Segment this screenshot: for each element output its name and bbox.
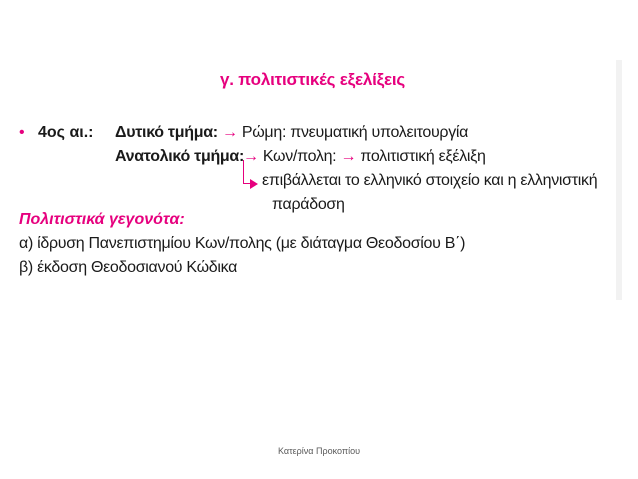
section-heading: γ. πολιτιστικές εξελίξεις [220, 70, 406, 89]
bullet-icon: • [19, 124, 25, 141]
right-arrow-icon: → [222, 124, 238, 141]
scan-edge [616, 60, 622, 300]
east-label: Ανατολικό τμήμα: [115, 148, 244, 165]
elbow-arrowhead-icon [250, 179, 258, 189]
event-item-a: α) ίδρυση Πανεπιστημίου Κων/πολης (με διάταγμα Θεοδοσίου Β΄) [19, 235, 466, 252]
right-arrow-icon: → [243, 148, 259, 165]
footer-author: Κατερίνα Προκοπίου [277, 446, 360, 456]
west-label: Δυτικό τμήμα: [115, 124, 218, 141]
east-line-2: επιβάλλεται το ελληνικό στοιχείο και η ελληνιστική [262, 172, 598, 189]
east-line-3: παράδοση [272, 196, 345, 213]
events-title: Πολιτιστικά γεγονότα: [19, 211, 185, 228]
east-line1-text: πολιτιστική εξέλιξη [360, 148, 486, 165]
west-text: Ρώμη: πνευματική υπολειτουργία [241, 124, 469, 141]
event-item-b: β) έκδοση Θεοδοσιανού Κώδικα [19, 259, 238, 276]
east-prefix: Κων/πολη: [262, 148, 337, 165]
east-line-1 [243, 148, 486, 166]
century-label: 4ος αι.: [38, 124, 94, 141]
right-arrow-icon: → [340, 148, 357, 165]
west-line [222, 124, 468, 142]
